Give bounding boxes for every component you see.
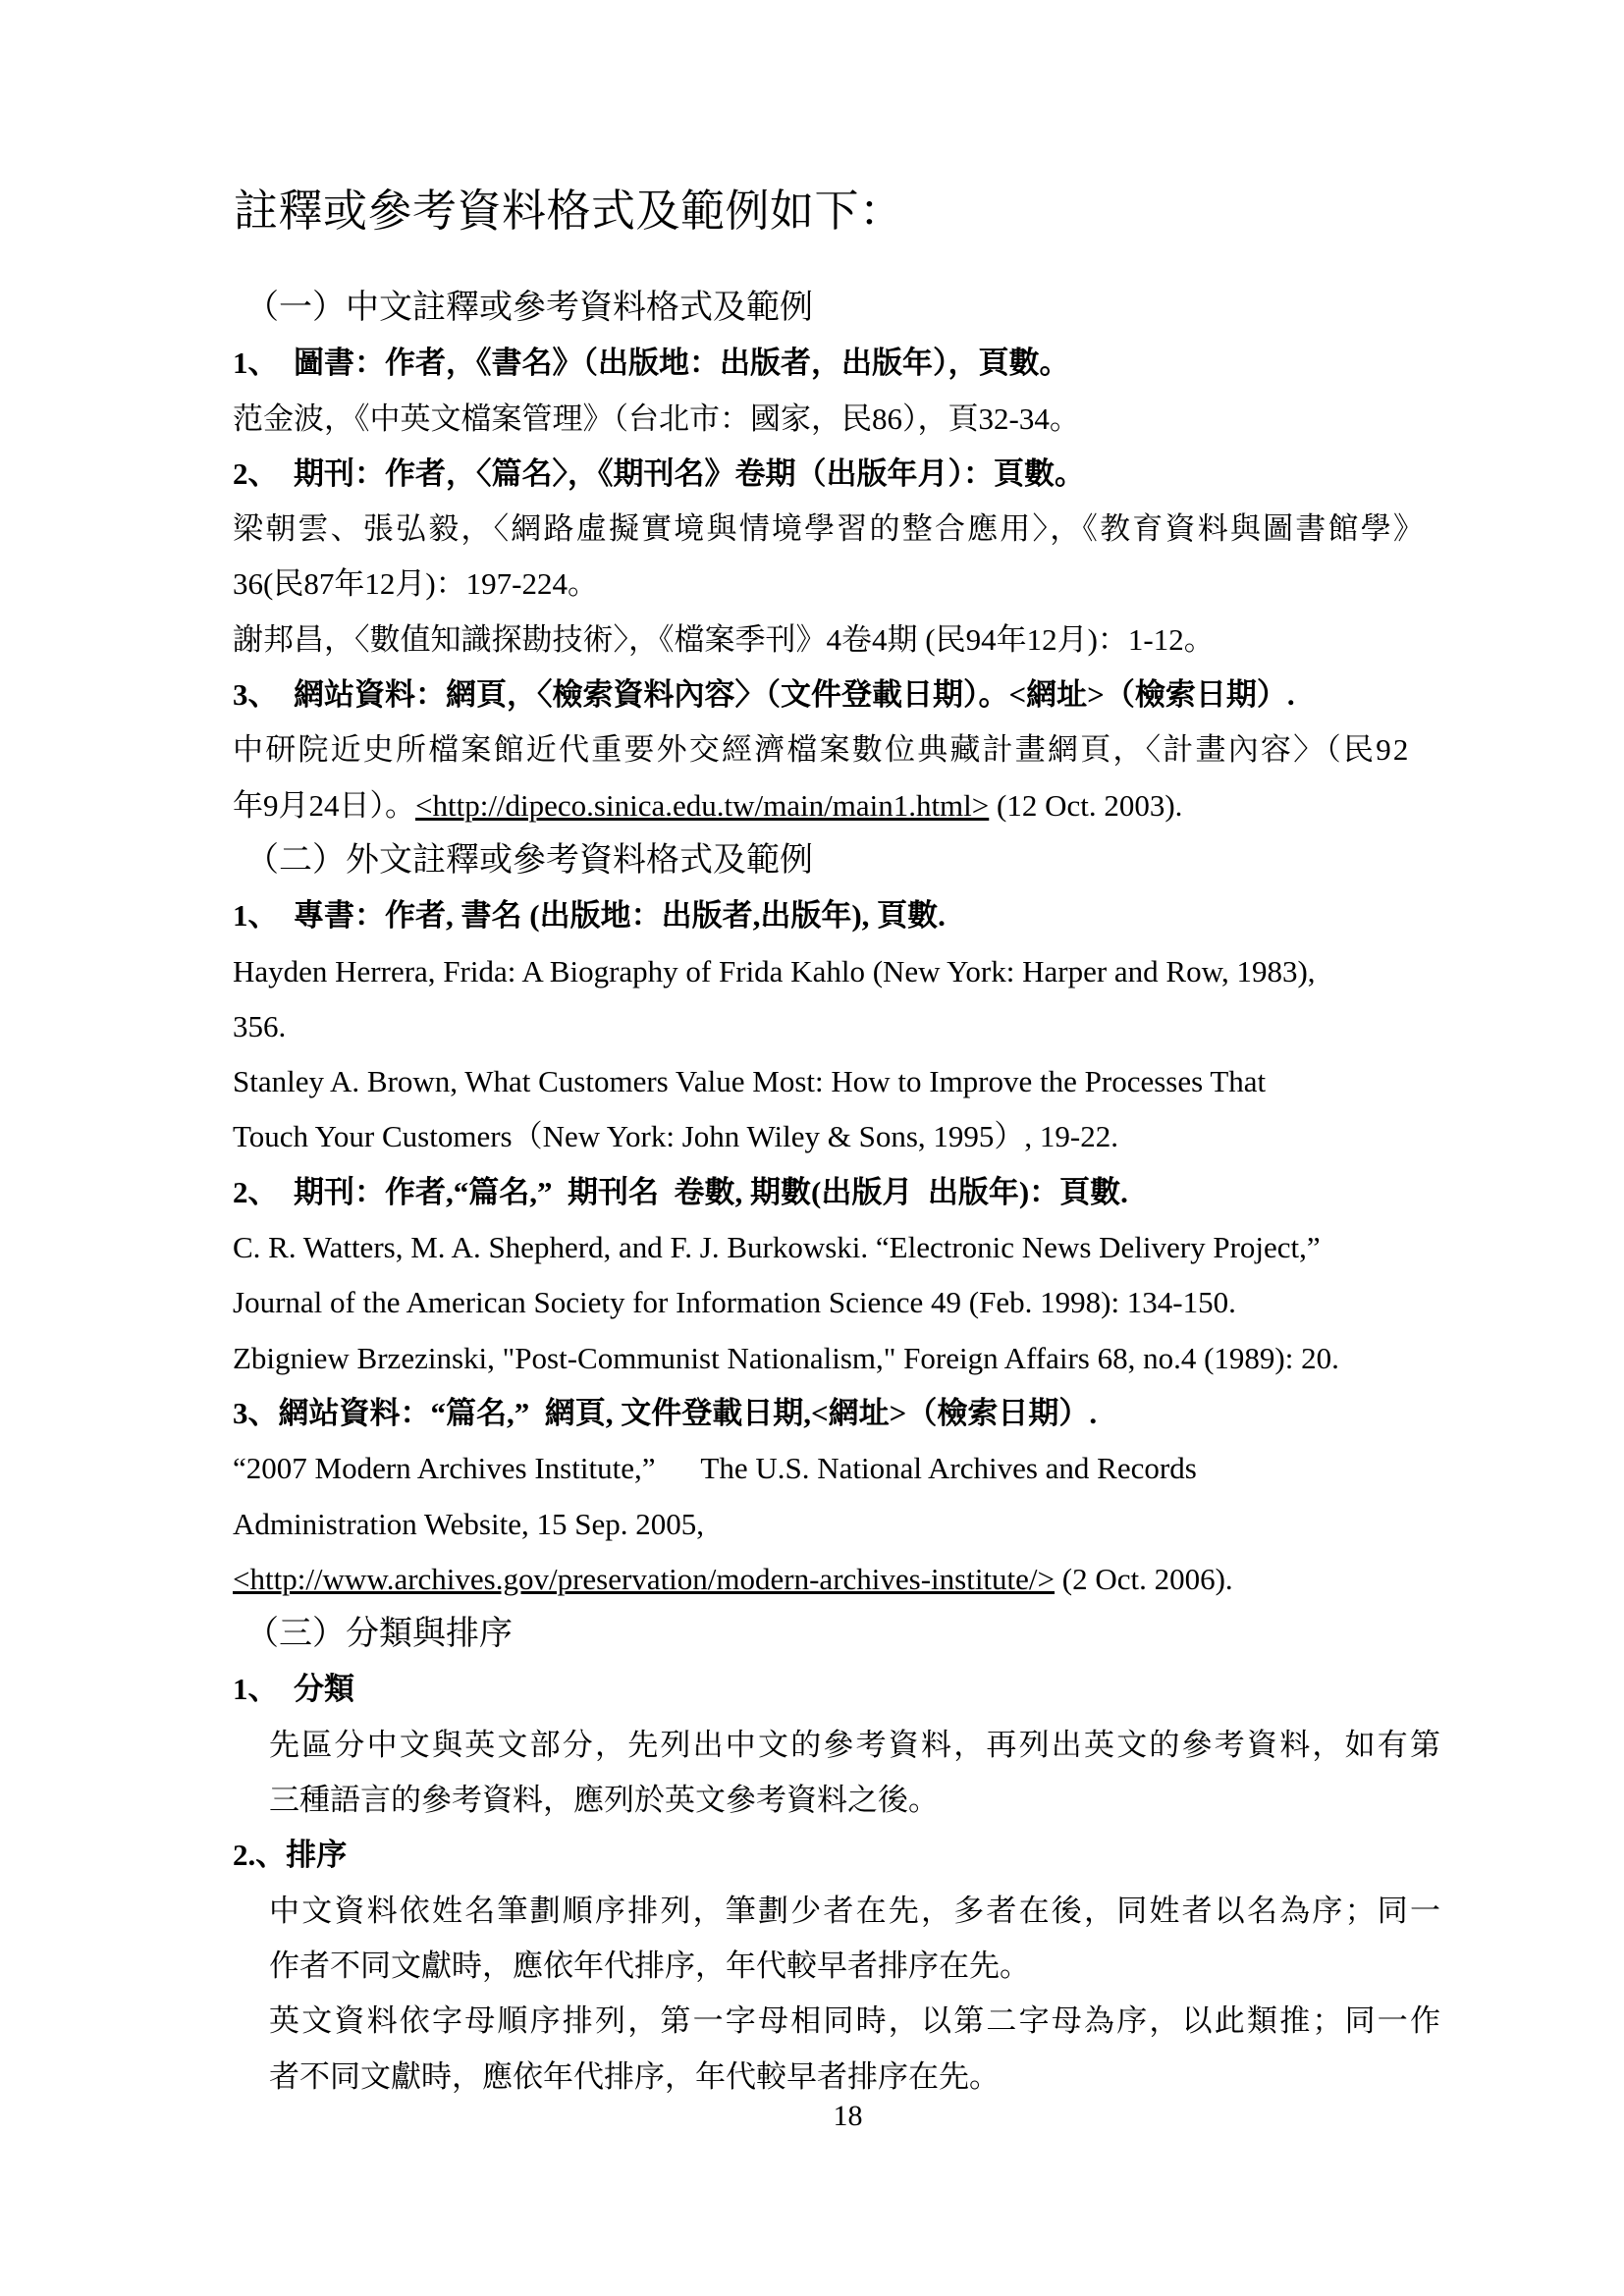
example-journal-line2: 36(民87年12月)：197-224。 bbox=[233, 566, 598, 602]
page-number: 18 bbox=[833, 2100, 863, 2132]
example-website-en-line2: Administration Website, 15 Sep. 2005, bbox=[233, 1506, 704, 1541]
rule-website-en: 3、網站資料：“篇名,” 網頁, 文件登載日期,<網址>（檢索日期）. bbox=[233, 1395, 1098, 1430]
para-ordering-line3: 英文資料依字母順序排列，第一字母相同時，以第二字母為序，以此類推；同一作 bbox=[269, 2003, 1443, 2039]
rule-book: 1、 圖書：作者，《書名》（出版地：出版者，出版年），頁數。 bbox=[233, 346, 1070, 381]
example-website-en-line1: “2007 Modern Archives Institute,” The U.S. National Archives and Records bbox=[233, 1451, 1197, 1486]
example-book-en-line1: Hayden Herrera, Frida: A Biography of Frida Kahlo (New York: Harper and Row, 1983), bbox=[233, 953, 1316, 988]
example-journal-en2: Zbigniew Brzezinski, "Post-Communist Nationalism," Foreign Affairs 68, no.4 (1989): 20. bbox=[233, 1340, 1339, 1375]
url-link[interactable]: <http://www.archives.gov/preservation/modern-archives-institute/> bbox=[233, 1561, 1056, 1596]
example-website-en-line3 bbox=[233, 1552, 1463, 1607]
example-book-en2-line2: Touch Your Customers（New York: John Wiley & Sons, 1995）, 19-22. bbox=[233, 1119, 1118, 1154]
example-journal-en-line2: Journal of the American Society for Information Science 49 (Feb. 1998): 134-150. bbox=[233, 1285, 1236, 1320]
rule-book-en: 1、 專書：作者, 書名 (出版地：出版者,出版年), 頁數. bbox=[233, 898, 946, 934]
para-classification-line1: 先區分中文與英文部分，先列出中文的參考資料，再列出英文的參考資料，如有第 bbox=[269, 1727, 1443, 1762]
section-heading-sorting: （三）分類與排序 bbox=[245, 1616, 513, 1653]
rule-website: 3、 網站資料：網頁，〈檢索資料內容〉（文件登載日期）。<網址>（檢索日期）. bbox=[233, 677, 1295, 713]
example-book-en2-line1: Stanley A. Brown, What Customers Value Most: How to Improve the Processes That bbox=[233, 1064, 1267, 1099]
section-heading-chinese: （一）中文註釋或參考資料格式及範例 bbox=[245, 290, 813, 326]
example-journal-2: 謝邦昌，〈數值知識探勘技術〉，《檔案季刊》4卷4期 (民94年12月)：1-12。 bbox=[233, 621, 1215, 657]
page-title: 註釋或參考資料格式及範例如下： bbox=[234, 187, 904, 236]
text-segment: 年9月24日）。 bbox=[233, 787, 415, 823]
rule-ordering: 2.、排序 bbox=[233, 1838, 348, 1873]
text-segment: (12 Oct. 2003). bbox=[989, 787, 1183, 823]
rule-journal-en: 2、 期刊：作者,“篇名,” 期刊名 卷數, 期數(出版月 出版年)：頁數. bbox=[233, 1174, 1128, 1209]
example-book: 范金波，《中英文檔案管理》（台北市：國家，民86），頁32-34。 bbox=[233, 400, 1080, 436]
example-website-line1: 中研院近史所檔案館近代重要外交經濟檔案數位典藏計畫網頁，〈計畫內容〉（民92 bbox=[233, 732, 1411, 768]
example-journal-line1: 梁朝雲、張弘毅，〈網路虛擬實境與情境學習的整合應用〉，《教育資料與圖書館學》 bbox=[233, 511, 1427, 547]
para-ordering-line2: 作者不同文獻時，應依年代排序，年代較早者排序在先。 bbox=[269, 1948, 1030, 1983]
para-ordering-line4: 者不同文獻時，應依年代排序，年代較早者排序在先。 bbox=[269, 2058, 1000, 2094]
example-book-en-line2: 356. bbox=[233, 1008, 287, 1043]
document-body bbox=[233, 281, 1463, 2105]
para-ordering-line1: 中文資料依姓名筆劃順序排列，筆劃少者在先，多者在後，同姓者以名為序；同一 bbox=[269, 1893, 1443, 1928]
rule-classification: 1、 分類 bbox=[233, 1672, 354, 1707]
url-link[interactable]: <http://dipeco.sinica.edu.tw/main/main1.html> bbox=[415, 787, 990, 823]
example-journal-en-line1: C. R. Watters, M. A. Shepherd, and F. J. Burkowski. “Electronic News Delivery Project,” bbox=[233, 1230, 1321, 1265]
rule-journal: 2、 期刊：作者，〈篇名〉，《期刊名》卷期（出版年月）：頁數。 bbox=[233, 455, 1085, 491]
section-heading-foreign: （二）外文註釋或參考資料格式及範例 bbox=[245, 841, 813, 879]
text-segment: (2 Oct. 2006). bbox=[1055, 1561, 1233, 1596]
para-classification-line2: 三種語言的參考資料，應列於英文參考資料之後。 bbox=[269, 1783, 939, 1818]
example-website-line2 bbox=[233, 778, 1463, 833]
